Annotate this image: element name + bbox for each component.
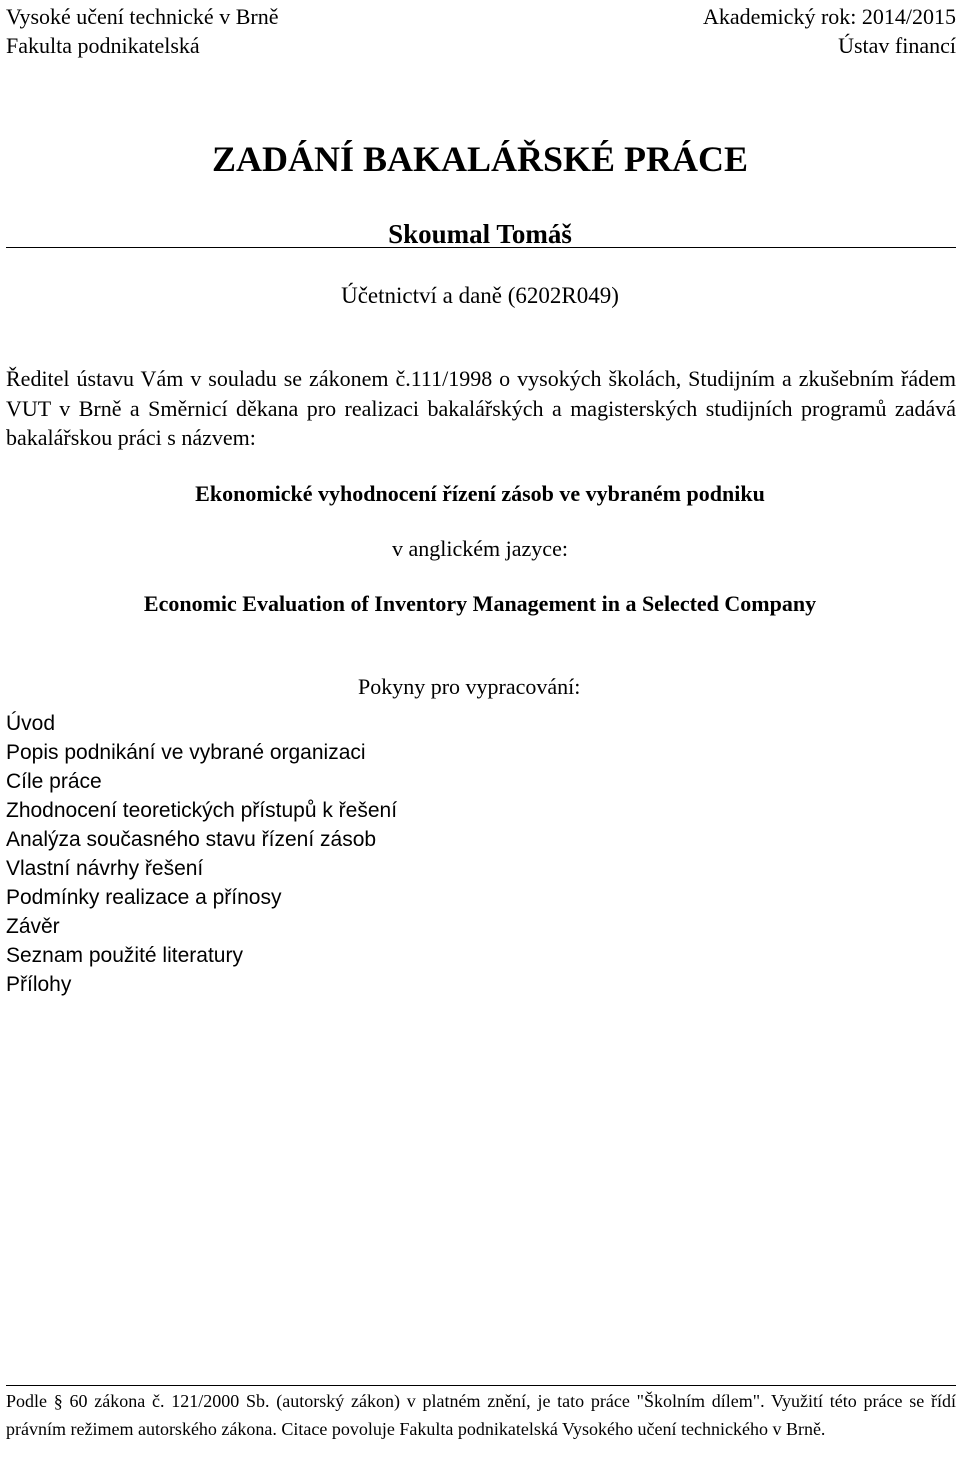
- document-title: ZADÁNÍ BAKALÁŘSKÉ PRÁCE: [211, 139, 749, 179]
- intro-paragraph: Ředitel ústavu Vám v souladu se zákonem č.111/1998 o vysokých školách, Studijním a zkušebním řádem VUT v Brně a Směrnicí děkana pro realizaci bakalářských a magisterských studijních programů zadává bakalářskou práci s názvem:: [6, 366, 956, 450]
- outline-item: Vlastní návrhy řešení: [6, 857, 204, 880]
- outline-item: Přílohy: [6, 973, 72, 996]
- outline-item: Analýza současného stavu řízení zásob: [6, 828, 377, 851]
- footer-divider: [6, 1385, 956, 1386]
- study-program: Účetnictví a daně (6202R049): [341, 283, 619, 308]
- outline-item: Úvod: [6, 712, 56, 735]
- english-label: v anglickém jazyce:: [392, 536, 568, 561]
- thesis-title-en: Economic Evaluation of Inventory Management in a Selected Company: [143, 591, 817, 616]
- outline-list: [6, 709, 397, 999]
- academic-year: Akademický rok: 2014/2015: [703, 4, 956, 29]
- outline-item: Popis podnikání ve vybrané organizaci: [6, 741, 366, 764]
- title-divider: [6, 247, 956, 248]
- outline-item: Seznam použité literatury: [6, 944, 243, 967]
- copyright-footer: Podle § 60 zákona č. 121/2000 Sb. (autorský zákon) v platném znění, je tato práce "Školním dílem". Využití této práce se řídí právním režimem autorského zákona. Citace povoluje Fakulta podnikatelská Vysokého učení technického v Brně.: [6, 1391, 956, 1439]
- university-name: Vysoké učení technické v Brně: [6, 4, 279, 29]
- thesis-title-cz: Ekonomické vyhodnocení řízení zásob ve vybraném podniku: [195, 481, 765, 506]
- outline-item: Závěr: [6, 915, 60, 938]
- outline-item: Zhodnocení teoretických přístupů k řešení: [6, 799, 398, 822]
- faculty-name: Fakulta podnikatelská: [6, 33, 200, 58]
- institute-name: Ústav financí: [838, 33, 956, 58]
- student-name: Skoumal Tomáš: [388, 219, 572, 249]
- instructions-heading: Pokyny pro vypracování:: [358, 674, 581, 699]
- outline-item: Podmínky realizace a přínosy: [6, 886, 282, 909]
- outline-item: Cíle práce: [6, 770, 102, 793]
